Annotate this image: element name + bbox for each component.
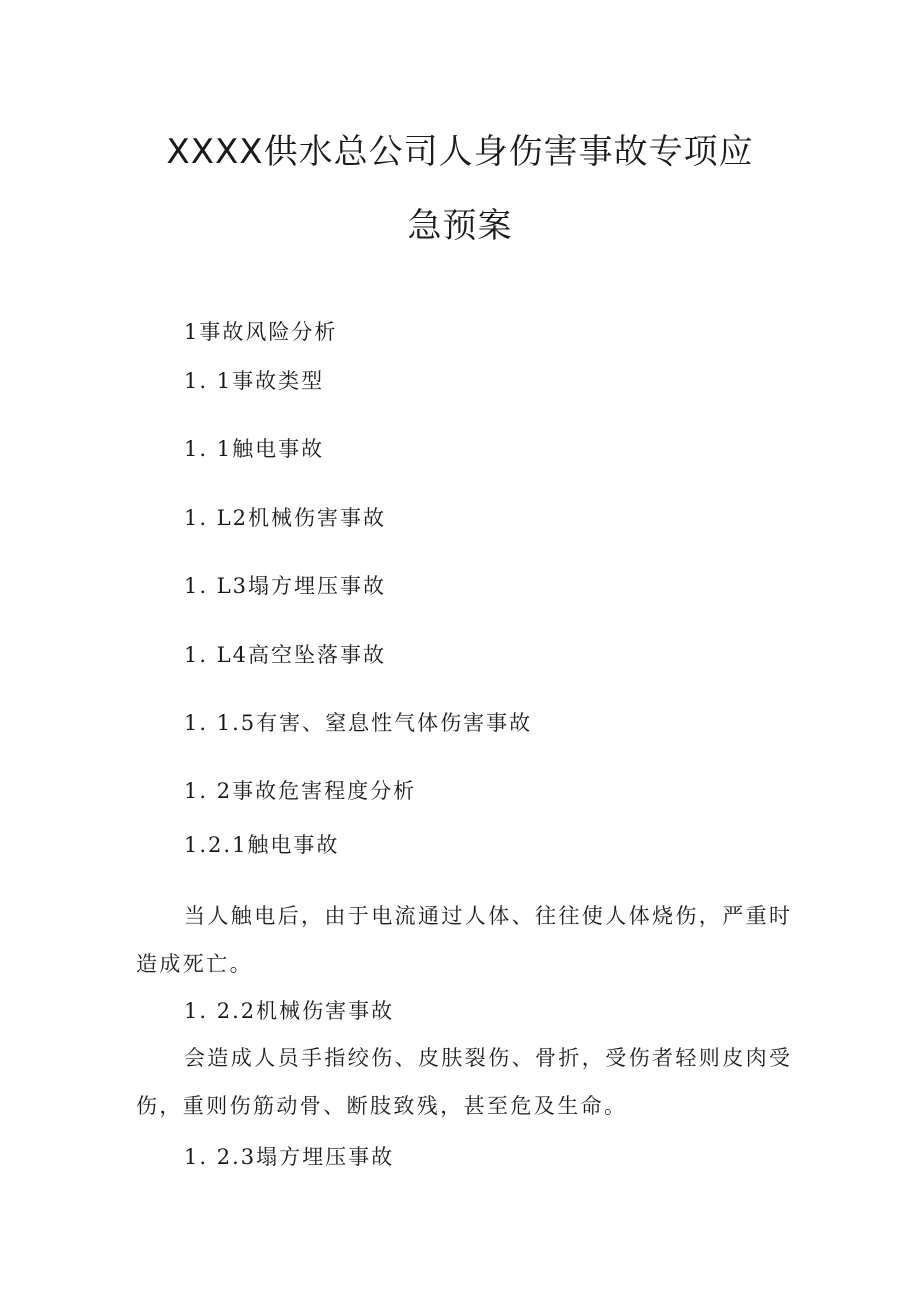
paragraph-electric-shock (136, 901, 796, 979)
paragraph-line: 造成死亡。 (136, 952, 253, 976)
section-heading-collapse: 1. L3塌方埋压事故 (184, 574, 387, 598)
section-heading-collapse-detail: 1. 2.3塌方埋压事故 (184, 1145, 395, 1169)
document-title-line-1: XXXX供水总公司人身伤害事故专项应 (166, 132, 754, 172)
section-heading-electric-shock-detail: 1.2.1触电事故 (184, 833, 340, 857)
section-heading-mechanical-injury-detail: 1. 2.2机械伤害事故 (184, 999, 395, 1023)
section-heading-hazard-degree: 1. 2事故危害程度分析 (184, 779, 417, 803)
document-title-line-2: 急预案 (407, 206, 513, 246)
paragraph-mechanical-injury (136, 1043, 796, 1121)
paragraph-line: 会造成人员手指绞伤、皮肤裂伤、骨折，受伤者轻则皮肉受 (184, 1046, 793, 1070)
paragraph-line: 当人触电后，由于电流通过人体、往往使人体烧伤，严重时 (184, 904, 793, 928)
section-heading-fall-from-height: 1. L4高空坠落事故 (184, 643, 387, 667)
section-heading-risk-analysis: 1事故风险分析 (184, 320, 338, 344)
paragraph-line: 伤，重则伤筋动骨、断肢致残，甚至危及生命。 (136, 1094, 628, 1118)
section-heading-accident-types: 1. 1事故类型 (184, 369, 325, 393)
section-heading-electric-shock: 1. 1触电事故 (184, 437, 325, 461)
section-heading-toxic-gas: 1. 1.5有害、窒息性气体伤害事故 (184, 711, 533, 735)
section-heading-mechanical-injury: 1. L2机械伤害事故 (184, 506, 387, 530)
